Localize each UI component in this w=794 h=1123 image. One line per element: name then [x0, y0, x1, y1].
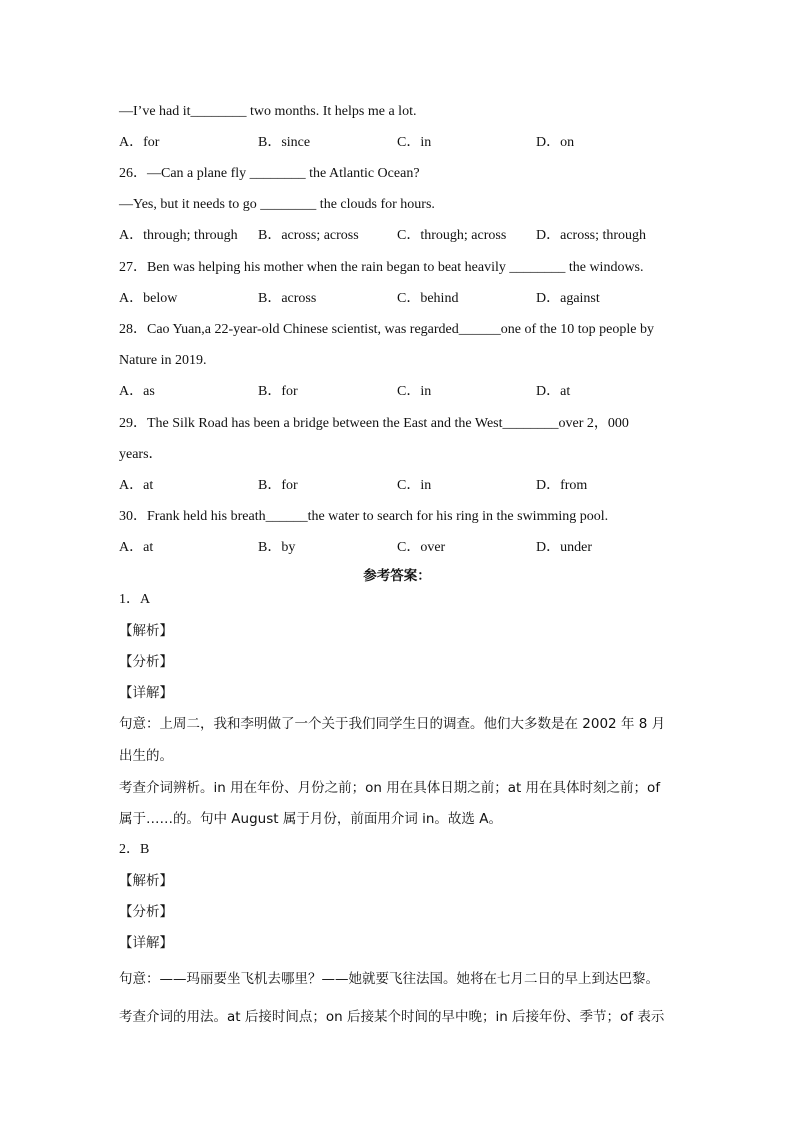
q27-option-c: C．behind — [397, 291, 459, 306]
answer-1-number: 1．A — [119, 592, 151, 607]
q28-option-a: A．as — [119, 384, 155, 399]
q28-option-c: C．in — [397, 384, 432, 399]
answer-1-meaning-cont: 出生的。 — [119, 748, 173, 764]
answer-2-jiexi-label: 【解析】 — [119, 873, 173, 889]
q29-stem-cont: years． — [119, 447, 163, 462]
answer-1-analysis-cont: 属于……的。句中 August 属于月份，前面用介词 in。故选 A。 — [119, 811, 502, 827]
q26-option-d: D．across; through — [536, 228, 647, 243]
q26-option-b: B．across; across — [258, 228, 359, 243]
q28-option-b: B．for — [258, 384, 298, 399]
answer-2-number: 2．B — [119, 842, 150, 857]
answer-1-jiexi-label: 【解析】 — [119, 623, 173, 639]
q30-option-a: A．at — [119, 540, 154, 555]
q28-stem-cont: Nature in 2019. — [119, 353, 207, 368]
q30-option-d: D．under — [536, 540, 592, 555]
q26-line2: —Yes, but it needs to go ________ the clouds for hours. — [119, 197, 435, 212]
answer-1-analysis: 考查介词辨析。in 用在年份、月份之前；on 用在具体日期之前；at 用在具体时刻之前；of — [119, 780, 661, 796]
q30-option-c: C．over — [397, 540, 446, 555]
q29-option-b: B．for — [258, 478, 298, 493]
q26-stem: 26．—Can a plane fly ________ the Atlantic Ocean? — [119, 166, 420, 181]
answers-title: 参考答案： — [363, 568, 431, 584]
answer-2-analysis: 考查介词的用法。at 后接时间点；on 后接某个时间的早中晚；in 后接年份、季节；of 表示 — [119, 1009, 665, 1025]
q27-options — [119, 289, 719, 309]
q30-option-b: B．by — [258, 540, 296, 555]
answer-1-fenxi-label: 【分析】 — [119, 654, 173, 670]
q25-line: —I’ve had it________ two months. It helps me a lot. — [119, 104, 417, 119]
q29-option-a: A．at — [119, 478, 154, 493]
q25-options — [119, 133, 719, 153]
q27-option-a: A．below — [119, 291, 178, 306]
answer-2-meaning: 句意：——玛丽要坐飞机去哪里？——她就要飞往法国。她将在七月二日的早上到达巴黎。 — [119, 971, 659, 987]
q29-stem: 29．The Silk Road has been a bridge between the East and the West________over 2，000 — [119, 416, 629, 431]
q28-options — [119, 382, 719, 402]
q25-option-c: C．in — [397, 135, 432, 150]
q28-stem: 28．Cao Yuan,a 22-year-old Chinese scientist, was regarded______one of the 10 top people by — [119, 322, 654, 337]
q29-option-c: C．in — [397, 478, 432, 493]
q27-option-d: D．against — [536, 291, 600, 306]
q26-option-c: C．through; across — [397, 228, 507, 243]
q29-option-d: D．from — [536, 478, 588, 493]
q25-option-b: B．since — [258, 135, 311, 150]
answer-2-fenxi-label: 【分析】 — [119, 904, 173, 920]
q27-option-b: B．across — [258, 291, 317, 306]
q25-option-d: D．on — [536, 135, 575, 150]
q25-option-a: A．for — [119, 135, 160, 150]
answer-1-meaning: 句意：上周二，我和李明做了一个关于我们同学生日的调查。他们大多数是在 2002 年 8 月 — [119, 716, 666, 732]
q30-options — [119, 538, 719, 558]
answer-2-xiangjie-label: 【详解】 — [119, 935, 173, 951]
answer-1-xiangjie-label: 【详解】 — [119, 685, 173, 701]
q29-options — [119, 476, 719, 496]
q26-option-a: A．through; through — [119, 228, 238, 243]
q28-option-d: D．at — [536, 384, 571, 399]
q27-stem: 27．Ben was helping his mother when the rain began to beat heavily ________ the windows. — [119, 260, 644, 275]
q26-options — [119, 226, 719, 246]
q30-stem: 30．Frank held his breath______the water to search for his ring in the swimming pool. — [119, 509, 609, 524]
